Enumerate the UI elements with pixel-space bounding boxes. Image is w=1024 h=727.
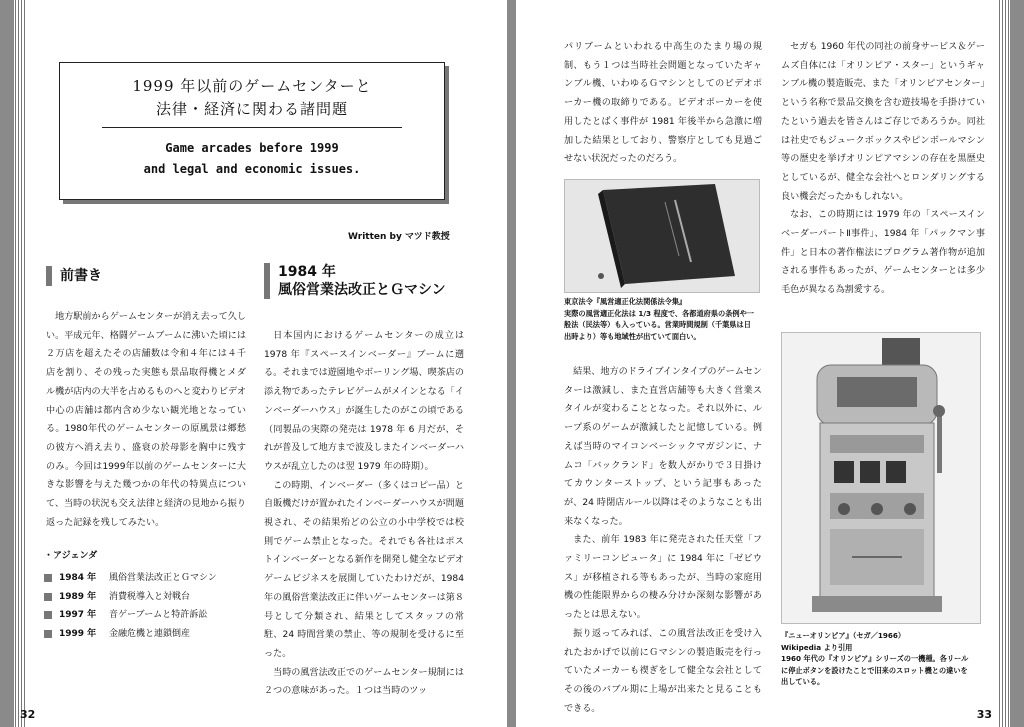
title-english (60, 138, 444, 180)
agenda-list (44, 569, 217, 643)
byline: Written by マツド教授 (348, 232, 450, 242)
title-en-line1: Game arcades before 1999 (165, 141, 339, 155)
title-en-line2: and legal and economic issues. (143, 162, 361, 176)
section-1984-body (264, 327, 464, 701)
body-paragraph: なお、この時期には 1979 年の「スペースインベーダーパートⅡ事件」、1984 年「パックマン事件」と日本の著作権法にプログラム著作物が追加される事件もあったが、ゲームセンターとは多少毛色が異なる為割愛する。 (781, 210, 985, 296)
agenda-item: 1997 年 音ゲーブームと特許訴訟 (44, 606, 217, 625)
section-heading-preface: 前書き (46, 266, 102, 286)
body-paragraph: パリブームといわれる中高生のたまり場の規制、もう１つは当時社会問題となっていたギャンブル機、いわゆるＧマシンとしてのビデオポーカー機の取締りである。ビデオポーカーを使用したとばく事件が 1981 年後半から急激に増加した結果としており、警察庁としても見過ごせない状況だったのだろう。 (564, 42, 762, 165)
page-number-left: 32 (20, 708, 36, 721)
right-col1-bottom (564, 363, 762, 718)
heading-1984-year: 1984 年 (278, 264, 336, 280)
title-box (59, 62, 445, 200)
heading-1984-title: 風俗営業法改正とＧマシン (278, 282, 446, 298)
agenda-item: 1989 年 消費税導入と対戦台 (44, 588, 217, 607)
book-photo (564, 179, 760, 293)
agenda-title: ・アジェンダ (44, 551, 98, 561)
book-caption: 東京法令『風営適正化法関係法令集』 実際の風営適正化法は 1/3 程度で、各都道府県の条例や一 般法（民法等）も入っている。営業時間規制（千葉県は日 出時より）等も地域性が出ていて面白い。 (564, 297, 754, 341)
page-edge-lines (14, 0, 26, 727)
body-paragraph: 結果、地方のドライブインタイプのゲームセンターは激減し、また直営店舗等も大きく営業スタイルが変わることとなった。それ以外に、ループ系のゲームが激減したと記憶している。例えば当時のマイコンベーシックマガジンに、ナムコ「バックランド」を数人がかりで３日掛けてカウンターストップ、という記事もあったが、24 時閉店ルール以降はそのようなことも出来なくなった。 (564, 367, 762, 527)
title-jp-line2: 法律・経済に関わる諸問題 (155, 100, 348, 118)
page-number-right: 33 (976, 708, 992, 721)
preface-paragraph: 地方駅前からゲームセンターが消え去って久しい。平成元年、格闘ゲームブームに沸いた頃には２万店を超えたその店舗数は令和４年には４千店を割り、その残った実態も景品取得機とメダル機が店内の大半を占めるものへと変わりビデオ中心の店舗は都内含め少ない観光地となっている。1980年代のゲームセンターの原風景は郷愁の彼方へ消え去り、盛衰の於母影を胸中に残すのみ。今回は1999年以前のゲームセンターに大きな影響を与えた幾つかの年代の特異点について、当時の状況も交え法律と経済の見地から振り返った記録を残してみたい。 (46, 312, 246, 528)
body-paragraph: 振り返ってみれば、この風営法改正を受け入れたおかげで以前にＧマシンの製造販売を行っていたメーカーも禊ぎをして健全な会社としてその後のバブル期に上場が出来たと見ることもできる。 (564, 628, 762, 714)
left-page (14, 0, 507, 727)
preface-body (46, 308, 246, 532)
body-paragraph: また、前年 1983 年に発売された任天堂「ファミリーコンピュータ」に 1984 年に「ゼビウス」が移植される等もあったが、当時の家庭用機の性能限界からの棲み分けか深刻な影響があったとは思えない。 (564, 535, 762, 621)
body-paragraph: 日本国内におけるゲームセンターの成立は 1978 年『スペースインベーダー』ブームに遡る。それまでは遊園地やボーリング場、喫茶店の添え物であったテレビゲームがメインとなる「インベーダーハウス」が誕生したのがこの頃である（同製品の実際の発売は 1978 年 6 月だが、それが普及して地方まで波及しまたインベーダーハウスが乱立したのは翌 1979 年の時期）。 (264, 331, 464, 472)
slot-machine-photo (781, 332, 981, 624)
slot-machine-image (782, 333, 980, 623)
right-page (516, 0, 1010, 727)
right-col1-top (564, 38, 762, 169)
slot-machine-caption: 『ニューオリンピア』（セガ／1966） Wikipedia より引用 1960 年代の『オリンピア』シリーズの一機種。各リール に停止ボタンを設けたことで旧来のスロット機との違いを 出している。 (781, 631, 969, 686)
body-paragraph: この時期、インベーダー（多くはコピー品）と自販機だけが置かれたインベーダーハウスが問題視され、その結果殆どの公立の小中学校では校則でゲーム禁止となった。それでも各社はポストインベーダーとなる新作を開発し健全なビデオゲームビジネスを展開していたわけだが、1984 年の風俗営業法改正に伴いゲームセンターは第８号として分類され、結果としてスタッフの常駐、24 時間営業の禁止、等の規制を受けるに至った。 (264, 480, 464, 659)
agenda-item: 1999 年 金融危機と連鎖倒産 (44, 625, 217, 644)
title-jp-line1: 1999 年以前のゲームセンターと (132, 77, 372, 95)
page-edge-lines (998, 0, 1010, 727)
section-heading-1984 (264, 263, 446, 299)
title-japanese (60, 75, 444, 121)
law-book-image (565, 180, 759, 292)
title-divider (102, 127, 402, 128)
right-col2-top (781, 38, 985, 300)
body-paragraph: 当時の風営法改正でのゲームセンター規制には２つの意味があった。１つは当時のツッ (264, 667, 464, 697)
body-paragraph: セガも 1960 年代の同社の前身サービス＆ゲームズ自体には「オリンピア・スター」というギャンブル機の製造販売、また「オリンピアセンター」という名称で景品交換を含む遊技場を手掛けていたという過去を皆さんはご存じであろうか。同社は社史でもジュークボックスやピンボールマシン等の歴史を挙げオリンピアマシンの存在を黒歴史としているが、健全な会社へとロンダリングする良い機会だったかもしれない。 (781, 42, 985, 202)
agenda-item: 1984 年 風俗営業法改正とＧマシン (44, 569, 217, 588)
